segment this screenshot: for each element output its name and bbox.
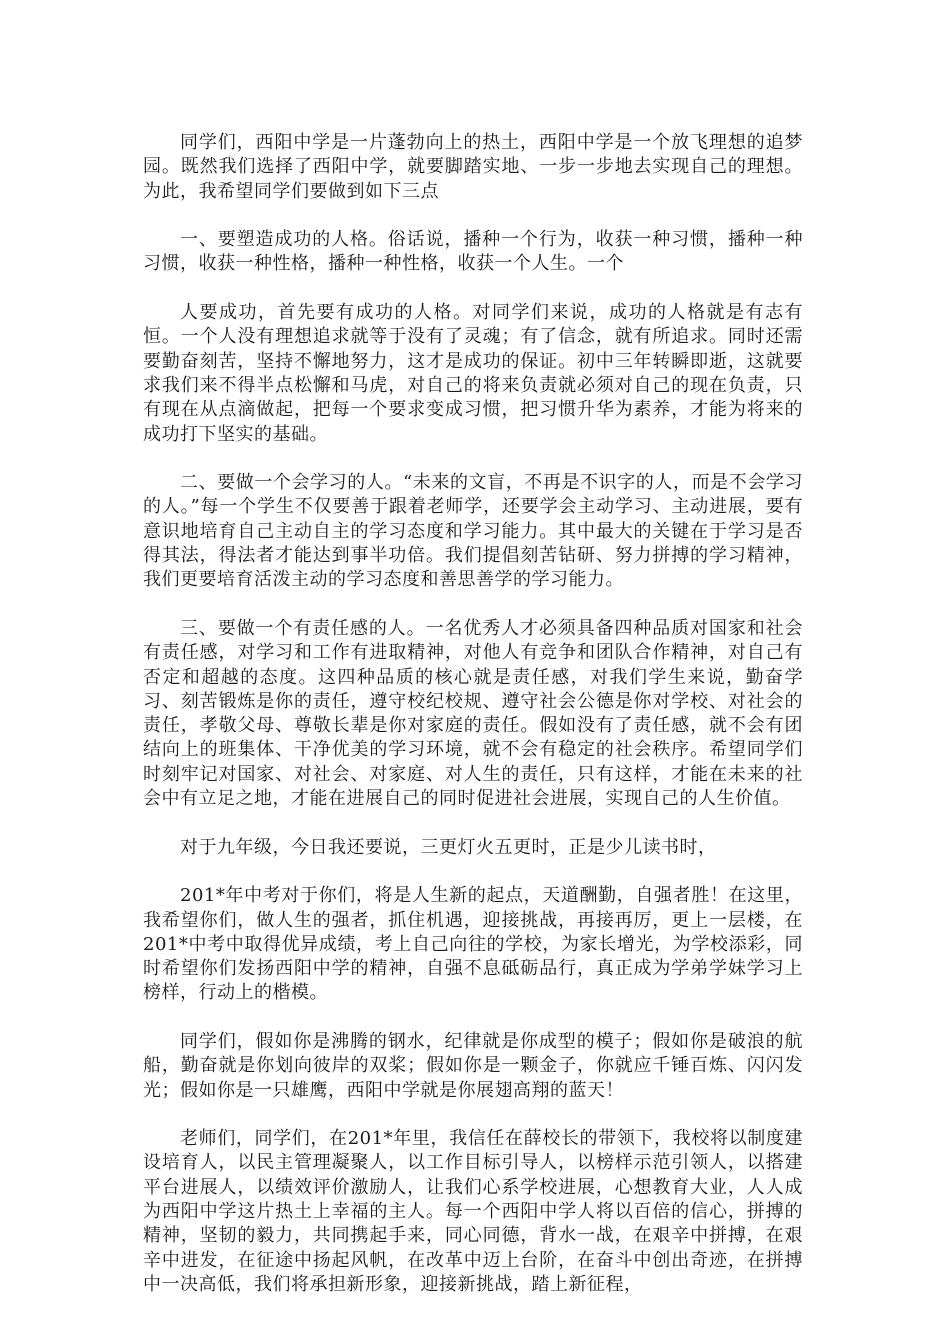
- paragraph-closing: 老师们，同学们，在201*年里，我信任在薛校长的带领下，我校将以制度建设培育人，以民主管理凝聚人，以工作目标引导人，以榜样示范引领人，以搭建平台进展人，以绩效评价激励人，让我们心系学校进展，心想教育大业，人人成为西阳中学这片热土上幸福的主人。每一个西阳中学人将以百倍的信心，拼搏的精神，坚韧的毅力，共同携起手来，同心同德，背水一战，在艰辛中拼搏，在艰辛中进发，在征途中扬起风帆，在改革中迈上台阶，在奋斗中创出奇迹，在拼搏中一决高低，我们将承担新形象，迎接新挑战，踏上新征程，: [143, 1128, 803, 1295]
- paragraph-grade-nine: 对于九年级，今日我还要说，三更灯火五更时，正是少儿读书时，: [180, 836, 717, 858]
- paragraph-point-three: 三、要做一个有责任感的人。一名优秀人才必须具备四种品质对国家和社会有责任感，对学习和工作有进取精神，对他人有竞争和团队合作精神，对自己有否定和超越的态度。这四种品质的核心就是责任感，对我们学生来说，勤奋学习、刻苦锻炼是你的责任，遵守校纪校规、遵守社会公德是你对学校、对社会的责任，孝敬父母、尊敬长辈是你对家庭的责任。假如没有了责任感，就不会有团结向上的班集体、干净优美的学习环境，就不会有稳定的社会秩序。希望同学们时刻牢记对国家、对社会、对家庭、对人生的责任，只有这样，才能在未来的社会中有立足之地，才能在进展自己的同时促进社会进展，实现自己的人生价值。: [143, 617, 803, 810]
- paragraph-point-one-continued: 人要成功，首先要有成功的人格。对同学们来说，成功的人格就是有志有恒。一个人没有理想追求就等于没有了灵魂；有了信念，就有所追求。同时还需要勤奋刻苦，坚持不懈地努力，这才是成功的保证。初中三年转瞬即逝，这就要求我们来不得半点松懈和马虎，对自己的将来负责就必须对自己的现在负责，只有现在从点滴做起，把每一个要求变成习惯，把习惯升华为素养，才能为将来的成功打下坚实的基础。: [143, 302, 803, 445]
- paragraph-metaphors: 同学们，假如你是沸腾的钢水，纪律就是你成型的模子；假如你是破浪的航船，勤奋就是你划向彼岸的双桨；假如你是一颗金子，你就应千锤百炼、闪闪发光；假如你是一只雄鹰，西阳中学就是你展翅高翔的蓝天！: [143, 1030, 803, 1101]
- paragraph-intro: 同学们，西阳中学是一片蓬勃向上的热土，西阳中学是一个放飞理想的追梦园。既然我们选择了西阳中学，就要脚踏实地、一步一步地去实现自己的理想。为此，我希望同学们要做到如下三点: [143, 132, 803, 202]
- paragraph-exam: 201*年中考对于你们，将是人生新的起点，天道酬勤，自强者胜！在这里，我希望你们，做人生的强者，抓住机遇，迎接挑战，再接再厉，更上一层楼，在201*中考中取得优异成绩，考上自己向往的学校，为家长增光，为学校添彩，同时希望你们发扬西阳中学的精神，自强不息砥砺品行，真正成为学弟学妹学习上榜样，行动上的楷模。: [143, 885, 803, 1004]
- paragraph-point-one: 一、要塑造成功的人格。俗话说，播种一个行为，收获一种习惯，播种一种习惯，收获一种性格，播种一种性格，收获一个人生。一个: [143, 229, 803, 275]
- document-body: [143, 131, 803, 1322]
- paragraph-point-two: 二、要做一个会学习的人。“未来的文盲，不再是不识字的人，而是不会学习的人。”每一个学生不仅要善于跟着老师学，还要学会主动学习、主动进展，要有意识地培育自己主动自主的学习态度和学习能力。其中最大的关键在于学习是否得其法，得法者才能达到事半功倍。我们提倡刻苦钻研、努力拼搏的学习精神，我们更要培育活泼主动的学习态度和善思善学的学习能力。: [143, 472, 803, 591]
